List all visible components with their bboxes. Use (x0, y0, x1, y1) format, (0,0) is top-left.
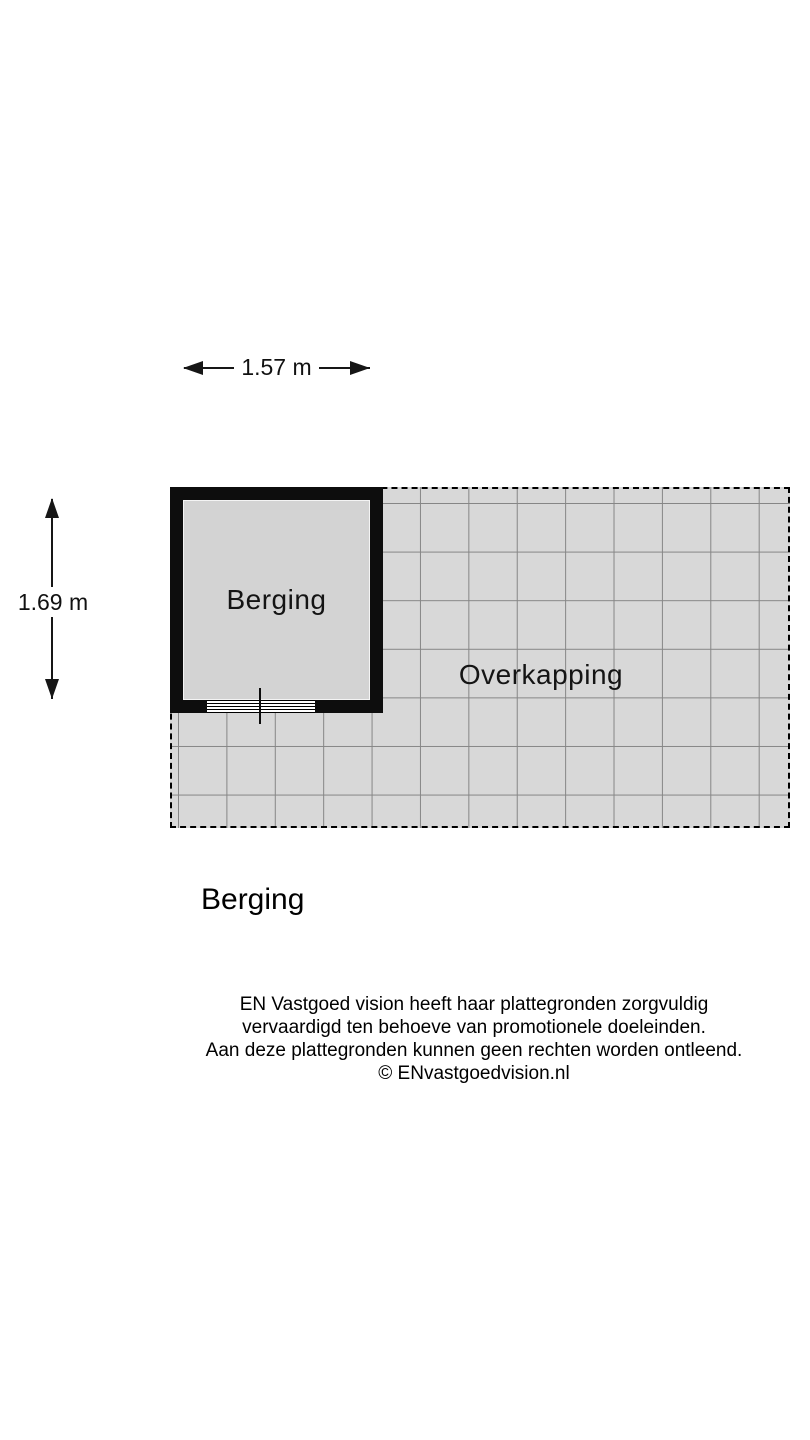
height-arrow-down-icon (45, 679, 59, 699)
overkapping-label: Overkapping (458, 659, 624, 690)
berging-room-label: Berging (226, 584, 327, 615)
door-marker-line (259, 688, 261, 724)
floor-title: Berging (201, 883, 305, 916)
height-dimension-label: 1.69 m (0, 589, 106, 616)
disclaimer-line: EN Vastgoed vision heeft haar plattegronden zorgvuldig (239, 994, 709, 1015)
disclaimer-line: vervaardigd ten behoeve van promotionele doeleinden. (242, 1017, 706, 1038)
door-window-symbol (207, 700, 315, 713)
width-dimension-label: 1.57 m (183, 354, 370, 381)
berging-room-interior (183, 500, 370, 700)
berging-room (170, 487, 383, 713)
disclaimer-line: Aan deze plattegronden kunnen geen rechten worden ontleend. (205, 1040, 743, 1061)
disclaimer-line: © ENvastgoedvision.nl (378, 1063, 570, 1084)
disclaimer (174, 993, 774, 1085)
height-arrow-up-icon (45, 498, 59, 518)
